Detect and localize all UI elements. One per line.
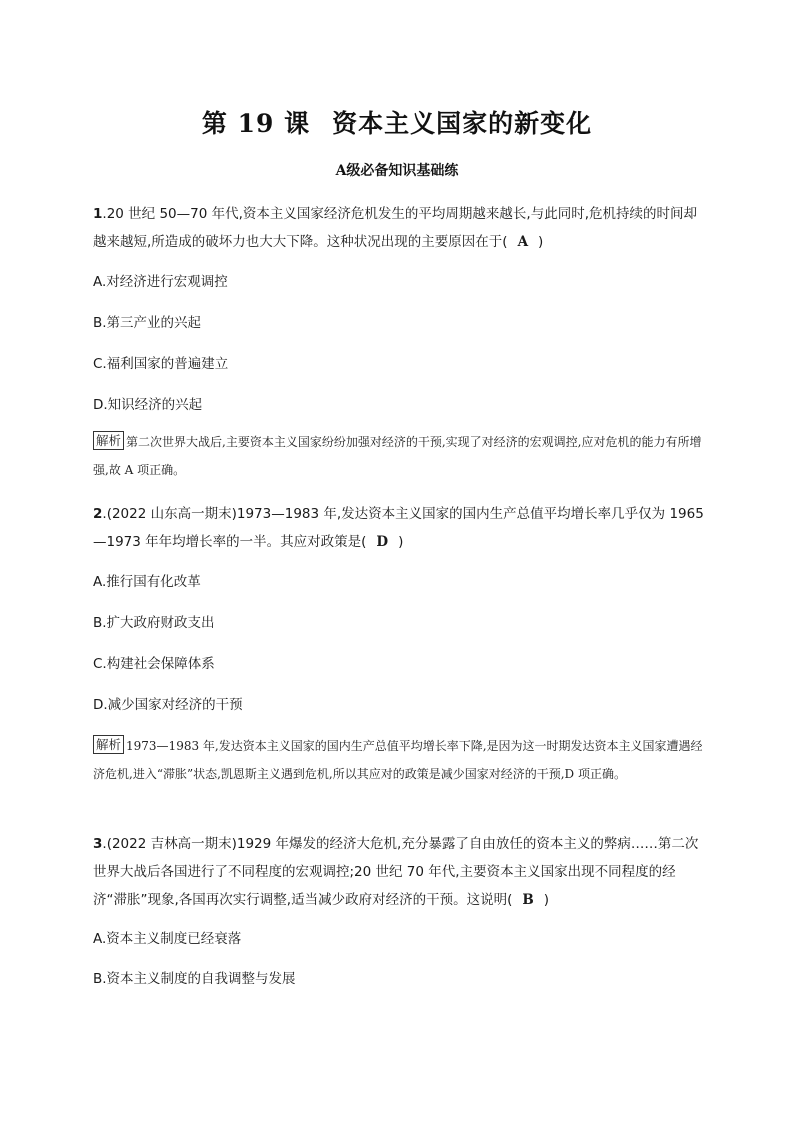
- question-3-option-a: A.资本主义制度已经衰落: [93, 931, 242, 947]
- question-number: 1: [93, 206, 103, 222]
- question-2-option-d: D.减少国家对经济的干预: [93, 697, 243, 713]
- analysis-text: 1973—1983 年,发达资本主义国家的国内生产总值平均增长率下降,是因为这一时期发达资本主义国家遭遇经济危机,进入“滞胀”状态,凯恩斯主义遇到危机,所以其应对的政策是减少国家对经济的干预,D 项正确。: [93, 739, 703, 781]
- question-close: ): [398, 534, 404, 550]
- lesson-name: 资本主义国家的新变化: [332, 109, 593, 138]
- question-text: .20 世纪 50—70 年代,资本主义国家经济危机发生的平均周期越来越长,与此同时,危机持续的时间却越来越短,所造成的破坏力也大大下降。这种状况出现的主要原因在于(: [93, 206, 697, 250]
- question-number: 2: [93, 506, 103, 522]
- lesson-number: 第 19 课: [201, 109, 311, 138]
- question-1-option-c: C.福利国家的普遍建立: [93, 356, 229, 372]
- analysis-tag: 解析: [93, 431, 124, 450]
- question-1-option-b: B.第三产业的兴起: [93, 315, 202, 331]
- question-2-stem: [93, 500, 708, 556]
- analysis-text: 第二次世界大战后,主要资本主义国家纷纷加强对经济的干预,实现了对经济的宏观调控,应对危机的能力有所增强,故 A 项正确。: [93, 435, 702, 477]
- answer-letter: D: [376, 534, 389, 550]
- answer-letter: A: [517, 234, 529, 250]
- question-close: ): [538, 234, 544, 250]
- question-close: ): [543, 892, 550, 908]
- question-1-stem: [93, 200, 708, 256]
- question-1-option-a: A.对经济进行宏观调控: [93, 274, 228, 290]
- question-text: .(2022 吉林高一期末)1929 年爆发的经济大危机,充分暴露了自由放任的资本主义的弊病……第二次世界大战后各国进行了不同程度的宏观调控;20 世纪 70 年代,主要资本主义国家出现不同程度的经济“滞胀”现象,各国再次实行调整,适当减少政府对经济的干预。这说明(: [93, 836, 699, 908]
- question-2-option-c: C.构建社会保障体系: [93, 656, 215, 672]
- question-3-stem: [93, 830, 708, 914]
- page-title: [0, 104, 794, 140]
- question-2-option-a: A.推行国有化改革: [93, 574, 201, 590]
- question-1-analysis: [93, 428, 713, 484]
- answer-letter: B: [522, 892, 534, 908]
- question-number: 3: [93, 836, 103, 852]
- question-2-option-b: B.扩大政府财政支出: [93, 615, 215, 631]
- question-3-option-b: B.资本主义制度的自我调整与发展: [93, 971, 296, 987]
- section-title: A级必备知识基础练: [335, 163, 459, 179]
- analysis-tag: 解析: [93, 735, 124, 754]
- question-text: .(2022 山东高一期末)1973—1983 年,发达资本主义国家的国内生产总值平均增长率几乎仅为 1965—1973 年年均增长率的一半。其应对政策是(: [93, 506, 704, 550]
- question-1-option-d: D.知识经济的兴起: [93, 397, 203, 413]
- question-2-analysis: [93, 732, 713, 788]
